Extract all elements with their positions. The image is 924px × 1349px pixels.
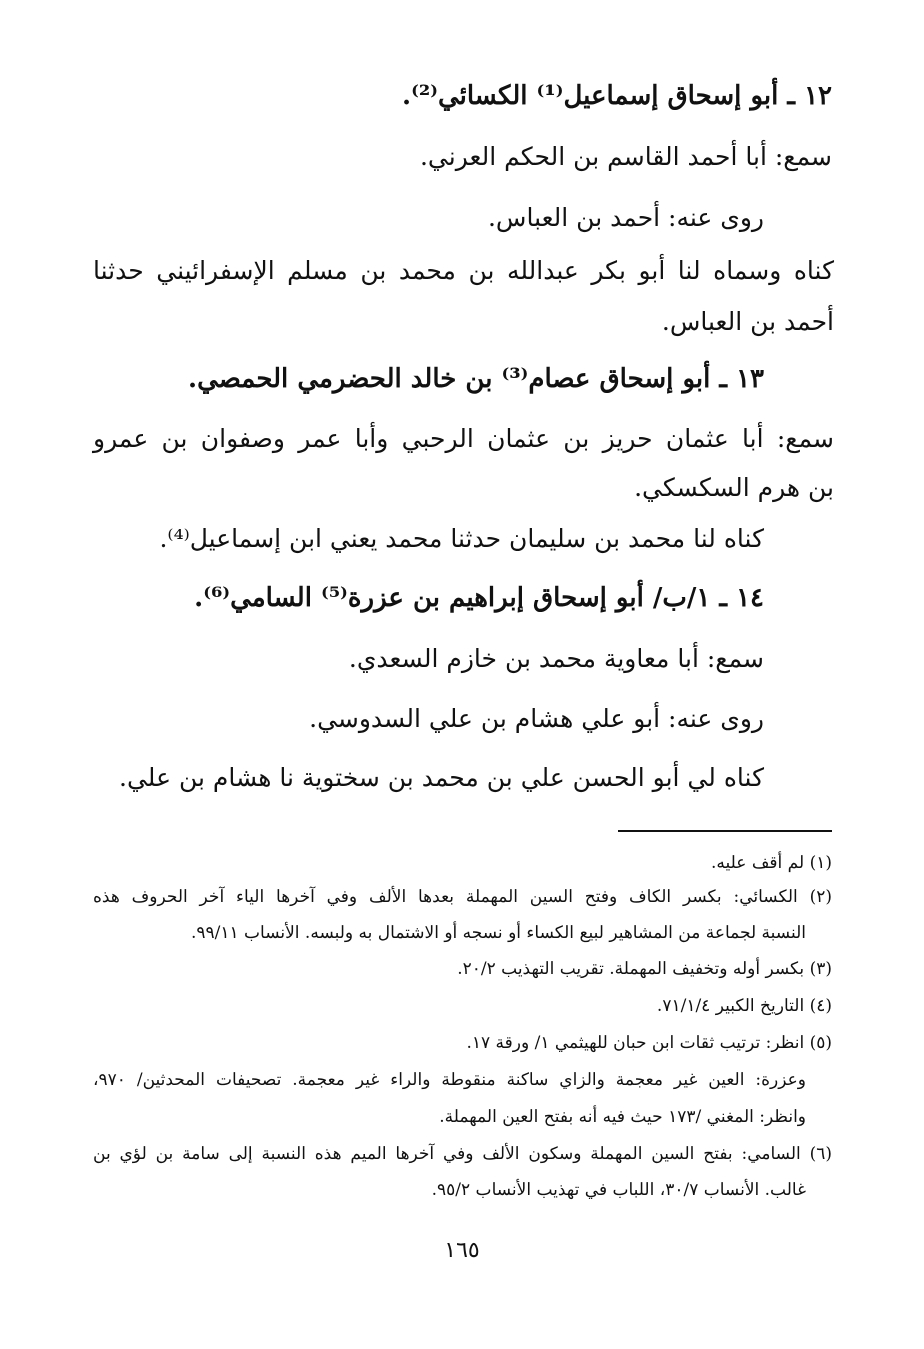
footnote-2-line2: النسبة لجماعة من المشاهير لبيع الكساء أو نسجه أو الاشتمال به ولبسه. الأنساب ٩٩/١١. <box>190 923 806 943</box>
entry-12-rawa: روى عنه: أحمد بن العباس. <box>487 203 764 232</box>
footnote-separator <box>618 830 832 832</box>
entry-14-sami: سمع: أبا معاوية محمد بن خازم السعدي. <box>348 644 764 673</box>
entry-12-sami: سمع: أبا أحمد القاسم بن الحكم العرني. <box>419 142 832 171</box>
footnote-5-line3: وانظر: المغني /١٧٣ حيث فيه أنه بفتح العين المهملة. <box>439 1107 806 1127</box>
entry-13-kunah: كناه لنا محمد بن سليمان حدثنا محمد يعني ابن إسماعيل⁽⁴⁾. <box>159 524 764 553</box>
footnote-6-line1: (٦) السامي: بفتح السين المهملة وسكون الألف وفي آخرها الميم هذه النسبة إلى سامة بن لؤي بن <box>93 1144 832 1164</box>
page-number: ١٦٥ <box>444 1238 480 1263</box>
entry-12-kunah-line2: أحمد بن العباس. <box>661 307 834 336</box>
entry-13-sami-line1: سمع: أبا عثمان حريز بن عثمان الرحبي وأبا عمر وصفوان بن عمرو <box>93 424 834 453</box>
entry-13-title: ١٣ ـ أبو إسحاق عصام⁽³⁾ بن خالد الحضرمي الحمصي. <box>188 364 764 394</box>
footnote-6-line2: غالب. الأنساب ٣٠/٧، اللباب في تهذيب الأنساب ٩٥/٢. <box>431 1180 806 1200</box>
footnote-5: (٥) انظر: ترتيب ثقات ابن حبان للهيثمي ١/ ورقة ١٧. <box>466 1033 832 1053</box>
footnote-2-line1: (٢) الكسائي: بكسر الكاف وفتح السين المهملة بعدها الألف وفي آخرها الياء آخر الحروف هذه <box>93 887 832 907</box>
entry-12-title: ١٢ ـ أبو إسحاق إسماعيل⁽¹⁾ الكسائي⁽²⁾. <box>402 81 832 111</box>
entry-14-kunah: كناه لي أبو الحسن علي بن محمد بن سختوية نا هشام بن علي. <box>119 763 764 792</box>
footnote-3: (٣) بكسر أوله وتخفيف المهملة. تقريب التهذيب ٢٠/٢. <box>457 959 832 979</box>
footnote-5-line2: وعزرة: العين غير معجمة والزاي ساكنة منقوطة والراء غير معجمة. تصحيفات المحدثين/ ٩٧٠، <box>93 1070 806 1090</box>
entry-13-sami-line2: بن هرم السكسكي. <box>634 473 834 502</box>
entry-14-title: ١٤ ـ ١/ب/ أبو إسحاق إبراهيم بن عزرة⁽⁵⁾ السامي⁽⁶⁾. <box>194 583 764 613</box>
footnote-4: (٤) التاريخ الكبير ٧١/١/٤. <box>656 996 832 1016</box>
entry-12-kunah-line1: كناه وسماه لنا أبو بكر عبدالله بن محمد بن مسلم الإسفرائيني حدثنا <box>93 256 834 285</box>
entry-14-rawa: روى عنه: أبو علي هشام بن علي السدوسي. <box>309 704 764 733</box>
footnote-1: (١) لم أقف عليه. <box>711 853 832 873</box>
